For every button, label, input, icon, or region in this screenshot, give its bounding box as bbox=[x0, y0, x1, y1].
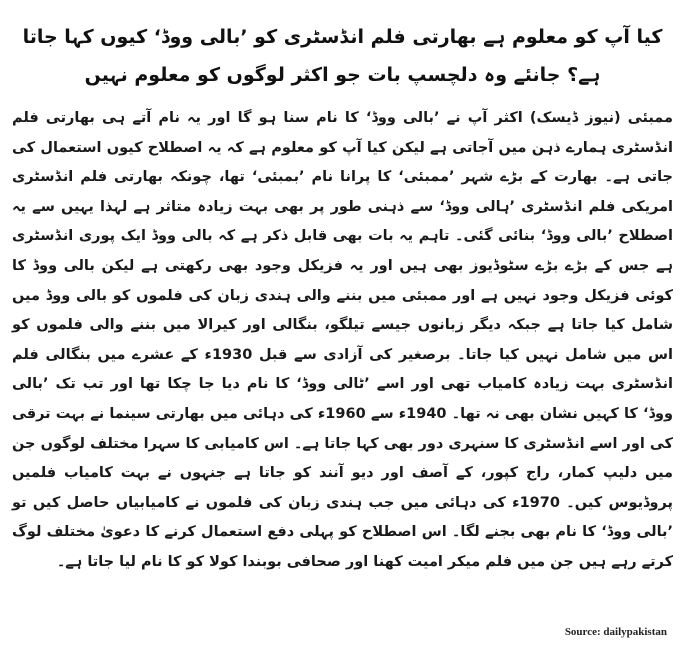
article-headline: کیا آپ کو معلوم ہے بھارتی فلم انڈسٹری کو ’بالی ووڈ‘ کیوں کہا جاتا ہے؟ جانئے وہ دلچسپ بات جو اکثر لوگوں کو معلوم نہیں bbox=[22, 26, 663, 86]
source-credit: Source: dailypakistan bbox=[564, 626, 667, 638]
article-body: ممبئی (نیوز ڈیسک) اکثر آپ نے ’بالی ووڈ‘ کا نام سنا ہو گا اور یہ نام آتے ہی بھارتی فلم انڈسٹری ہمارے ذہن میں آجاتی ہے لیکن کیا آپ کو معلوم ہے کہ یہ اصطلاح کیوں استعمال کی جاتی ہے۔ بھارت کے بڑے شہر ’ممبئی‘ کا پرانا نام ’بمبئی‘ تھا، چونکہ بھارتی فلم انڈسٹری امریکی فلم انڈسٹری ’ہالی ووڈ‘ سے ذہنی طور پر بھی بہت زیادہ متاثر ہے لہذا یہیں سے یہ اصطلاح ’بالی ووڈ‘ بنائی گئی۔ تاہم یہ بات بھی قابل ذکر ہے کہ بالی ووڈ ایک پوری انڈسٹری ہے جس کے بڑے بڑے سٹوڈیوز بھی ہیں اور یہ فزیکل وجود بھی رکھتی ہے لیکن بالی ووڈ کا کوئی فزیکل وجود نہیں ہے اور ممبئی میں بننے والی ہندی زبان کی فلموں کو بالی ووڈ میں شامل کیا جاتا ہے جبکہ دیگر زبانوں جیسے تیلگو، بنگالی اور کیرالا میں بننے والی فلموں کو اس میں شامل نہیں کیا جاتا۔ برصغیر کی آزادی سے قبل 1930ء کے عشرے میں بنگالی فلم انڈسٹری بہت زیادہ کامیاب تھی اور اسے ’ٹالی ووڈ‘ کا نام دیا جا چکا تھا اور تب تک ’بالی ووڈ‘ کا کہیں نشان بھی نہ تھا۔ 1940ء سے 1960ء کی دہائی میں بھارتی سینما نے بہت ترقی کی اور اسے انڈسٹری کا سنہری دور بھی کہا جاتا ہے۔ اس کامیابی کا سہرا مختلف لوگوں جن میں دلیپ کمار، راج کپور، کے آصف اور دیو آنند کو جاتا ہے جنہوں نے بہت کامیاب فلمیں پروڈیوس کیں۔ 1970ء کی دہائی میں جب ہندی زبان کی فلموں نے کامیابیاں حاصل کیں تو ’بالی ووڈ‘ کا نام بھی بجنے لگا۔ اس اصطلاح کو پہلی دفع استعمال کرنے کا دعویٰ مختلف لوگ کرتے رہے ہیں جن میں فلم میکر امیت کھنا اور صحافی بوبندا کولا کو کا نام لیا جاتا ہے۔ bbox=[12, 110, 674, 570]
article bbox=[8, 4, 677, 644]
